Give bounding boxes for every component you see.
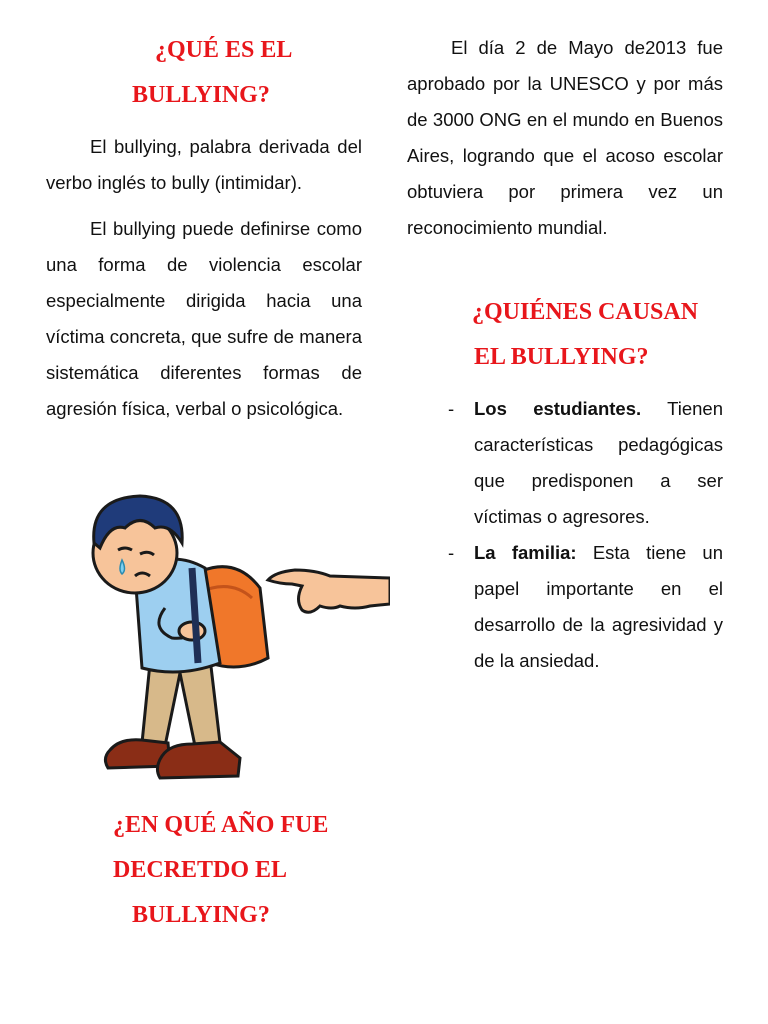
- heading-que-es: [155, 28, 292, 73]
- heading-en-que-ano-3: [132, 893, 270, 938]
- bullet-label: Los estudiantes.: [474, 398, 642, 419]
- heading-en-que-ano: [113, 803, 328, 848]
- heading-quienes-line2: EL BULLYING?: [474, 344, 649, 370]
- heading-que-es-line1: ¿QUÉ ES EL: [155, 37, 293, 63]
- bullet-text: Tienen características pedagógicas que predisponen a ser víctimas o agresores.: [474, 398, 723, 527]
- bullet-dash: -: [448, 542, 455, 563]
- paragraph-unesco: El día 2 de Mayo de2013 fue aprobado por la UNESCO y por más de 3000 ONG en el mundo en Buenos Aires, logrando que el acoso escolar obtuviera por primera vez un reconocimiento mundial.: [407, 37, 723, 238]
- heading-que-es-line2: BULLYING?: [132, 82, 270, 108]
- paragraph-definition: El bullying puede definirse como una forma de violencia escolar especialmente dirigida hacia una víctima concreta, que sufre de manera sistemática diferentes formas de agresión física, verbal o psicológica.: [46, 218, 362, 419]
- causes-list: [448, 391, 723, 679]
- heading-en-que-ano-line1: ¿EN QUÉ AÑO FUE: [113, 812, 329, 838]
- bullet-text: Esta tiene un papel importante en el desarrollo de la agresividad y de la ansiedad.: [474, 542, 723, 671]
- heading-en-que-ano-line3: BULLYING?: [132, 902, 270, 928]
- bullet-dash: -: [448, 398, 455, 419]
- bullying-illustration: [80, 488, 390, 788]
- heading-quienes: [472, 290, 698, 335]
- paragraph-definition-origin: El bullying, palabra derivada del verbo inglés to bully (intimidar).: [46, 136, 362, 193]
- heading-en-que-ano-line2: DECRETDO EL: [113, 857, 288, 883]
- heading-quienes-line1: ¿QUIÉNES CAUSAN: [472, 299, 699, 325]
- list-item: [448, 391, 723, 535]
- heading-en-que-ano-2: [113, 848, 287, 893]
- pointing-hand-icon: [268, 570, 390, 612]
- list-item: [448, 535, 723, 679]
- heading-quienes-2: [474, 335, 649, 380]
- heading-que-es-2: [132, 73, 270, 118]
- bullet-label: La familia:: [474, 542, 577, 563]
- shoe-right-icon: [157, 742, 240, 778]
